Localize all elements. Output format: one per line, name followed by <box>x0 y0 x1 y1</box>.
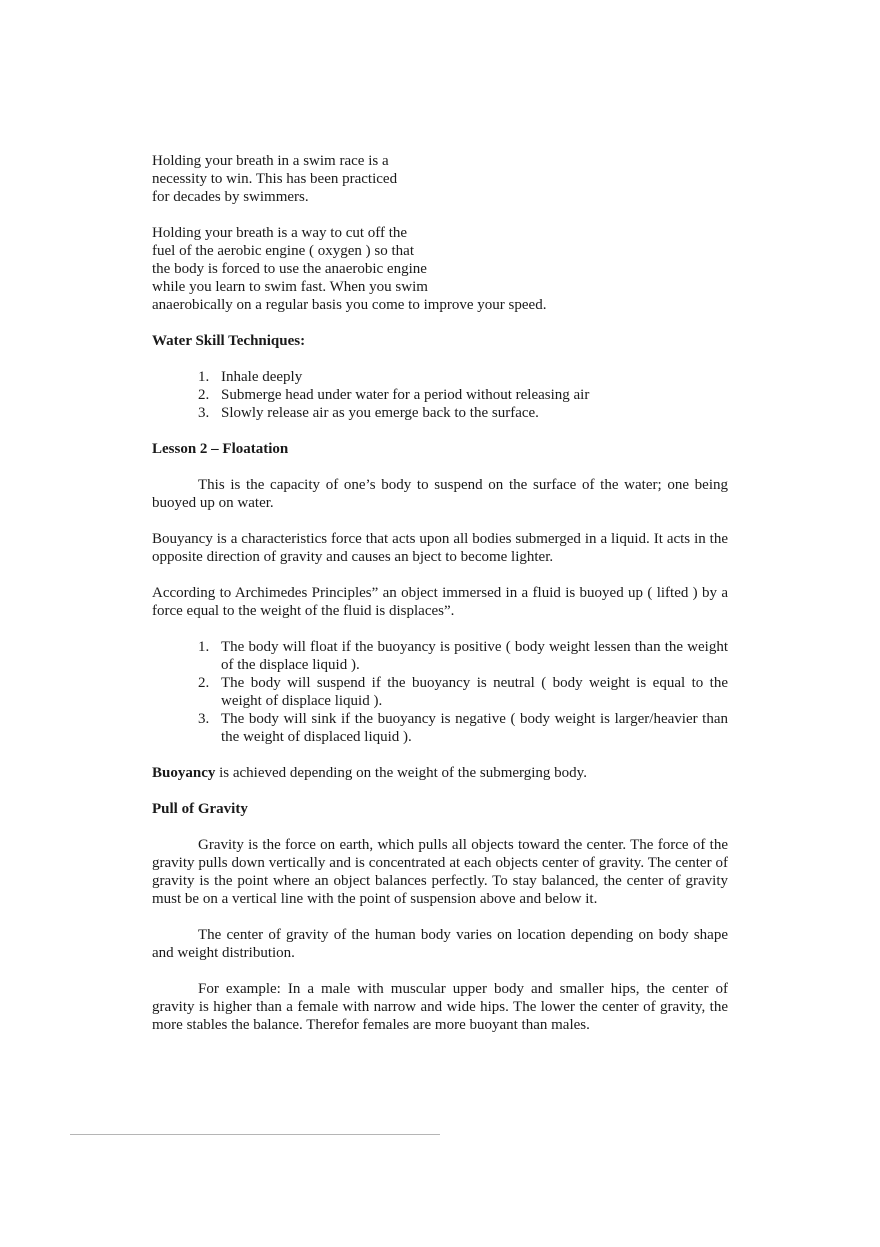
list-item <box>152 710 728 746</box>
intro-line: anaerobically on a regular basis you come to improve your speed. <box>152 297 547 313</box>
list-text: The body will sink if the buoyancy is negative ( body weight is larger/heavier than the weight of displaced liquid ). <box>221 711 728 745</box>
floatation-definition: This is the capacity of one’s body to suspend on the surface of the water; one being buoyed up on water. <box>152 477 728 511</box>
intro-line: Holding your breath in a swim race is a <box>152 153 389 169</box>
buoyancy-statement <box>152 764 728 782</box>
list-text: The body will float if the buoyancy is positive ( body weight lessen than the weight of the displace liquid ). <box>221 639 728 673</box>
list-number: 2. <box>198 387 210 403</box>
intro-line: the body is forced to use the anaerobic engine <box>152 261 427 277</box>
intro-line: fuel of the aerobic engine ( oxygen ) so that <box>152 243 414 259</box>
list-text: Slowly release air as you emerge back to the surface. <box>221 405 539 421</box>
list-text: Inhale deeply <box>221 369 303 385</box>
pull-of-gravity-heading: Pull of Gravity <box>152 801 248 817</box>
intro-paragraph-1 <box>152 152 728 206</box>
list-text: The body will suspend if the buoyancy is neutral ( body weight is equal to the weight of displace liquid ). <box>221 675 728 709</box>
intro-line: for decades by swimmers. <box>152 189 309 205</box>
buoyancy-term: Buoyancy <box>152 765 216 781</box>
lesson-2-heading: Lesson 2 – Floatation <box>152 441 289 457</box>
list-item <box>152 674 728 710</box>
list-item <box>152 404 728 422</box>
intro-line: necessity to win. This has been practiced <box>152 171 398 187</box>
list-number: 3. <box>198 711 210 727</box>
intro-paragraph-2 <box>152 224 728 314</box>
buoyancy-statement-text: is achieved depending on the weight of the submerging body. <box>215 765 587 781</box>
list-number: 3. <box>198 405 210 421</box>
list-text: Submerge head under water for a period without releasing air <box>221 387 590 403</box>
archimedes-paragraph: According to Archimedes Principles” an object immersed in a fluid is buoyed up ( lifted ) by a force equal to the weight of the fluid is displaces”. <box>152 585 728 619</box>
intro-line: Holding your breath is a way to cut off the <box>152 225 408 241</box>
gravity-paragraph-2: The center of gravity of the human body varies on location depending on body shape and weight distribution. <box>152 927 728 961</box>
intro-line: while you learn to swim fast. When you swim <box>152 279 428 295</box>
list-item <box>152 368 728 386</box>
gravity-paragraph-3: For example: In a male with muscular upper body and smaller hips, the center of gravity is higher than a female with narrow and wide hips. The lower the center of gravity, the more stables the balance. Therefor females are more buoyant than males. <box>152 981 728 1033</box>
buoyancy-cases <box>152 638 728 746</box>
gravity-paragraph-1: Gravity is the force on earth, which pulls all objects toward the center. The force of the gravity pulls down vertically and is concentrated at each objects center of gravity. The center of gravity is the point where an object balances perfectly. To stay balanced, the center of gravity must be on a vertical line with the point of suspension above and below it. <box>152 837 728 907</box>
document-page <box>152 152 728 1034</box>
bouyancy-paragraph: Bouyancy is a characteristics force that acts upon all bodies submerged in a liquid. It acts in the opposite direction of gravity and causes an bject to become lighter. <box>152 531 728 565</box>
list-number: 2. <box>198 675 210 691</box>
list-number: 1. <box>198 639 210 655</box>
list-item <box>152 638 728 674</box>
footnote-divider <box>70 1134 440 1135</box>
water-skill-heading: Water Skill Techniques: <box>152 333 306 349</box>
water-skill-steps <box>152 368 728 422</box>
list-number: 1. <box>198 369 210 385</box>
list-item <box>152 386 728 404</box>
